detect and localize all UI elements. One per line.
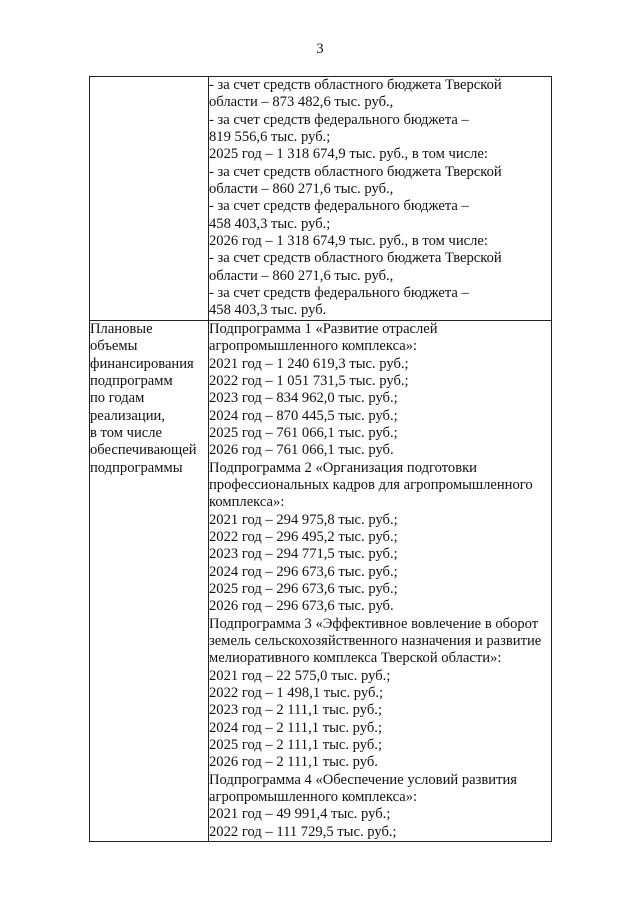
text-line: 2023 год – 2 111,1 тыс. руб.; (209, 702, 382, 719)
text-line: Подпрограмма 4 «Обеспечение условий развития (209, 771, 517, 788)
text-line: 2021 год – 294 975,8 тыс. руб.; (209, 511, 398, 528)
text-line: 819 556,6 тыс. руб.; (209, 129, 331, 146)
label-line: финансирования (90, 355, 194, 372)
text-line: 2022 год – 111 729,5 тыс. руб.; (209, 823, 397, 840)
row-label-cell (90, 77, 209, 321)
text-line: земель сельскохозяйственного назначения и развитие (209, 633, 542, 649)
row-label-cell (90, 320, 209, 841)
text-line: 2026 год – 296 673,6 тыс. руб. (209, 598, 394, 615)
label-line: по годам (90, 390, 145, 407)
text-line: 2025 год – 2 111,1 тыс. руб.; (209, 737, 382, 754)
row-content-cell (209, 77, 552, 321)
label-line: подпрограмм (90, 372, 173, 389)
text-line: Подпрограмма 2 «Организация подготовки (209, 459, 477, 476)
text-line: 2021 год – 49 991,4 тыс. руб.; (209, 806, 391, 823)
text-line: 2022 год – 1 051 731,5 тыс. руб.; (209, 372, 409, 389)
label-line: объемы (90, 338, 138, 355)
text-line: 2026 год – 2 111,1 тыс. руб. (209, 754, 378, 771)
text-line: области – 873 482,6 тыс. руб., (209, 94, 394, 111)
text-line: - за счет средств федерального бюджета – (209, 198, 469, 215)
text-line: 458 403,3 тыс. руб.; (209, 215, 331, 232)
text-line: 2025 год – 1 318 674,9 тыс. руб., в том числе: (209, 146, 488, 163)
text-line: 2021 год – 22 575,0 тыс. руб.; (209, 667, 391, 684)
text-line: 458 403,3 тыс. руб. (209, 302, 327, 319)
page-number: 3 (316, 41, 324, 57)
text-line: 2022 год – 1 498,1 тыс. руб.; (209, 685, 384, 702)
text-line: - за счет средств областного бюджета Тверской (209, 163, 502, 180)
text-line: 2023 год – 294 771,5 тыс. руб.; (209, 546, 398, 563)
table-row (90, 77, 552, 321)
text-line: 2025 год – 761 066,1 тыс. руб.; (209, 424, 398, 441)
text-line: Подпрограмма 3 «Эффективное вовлечение в оборот (209, 615, 539, 632)
row-content-cell (209, 320, 552, 841)
text-line: агропромышленного комплекса»: (209, 338, 418, 355)
text-line: области – 860 271,6 тыс. руб., (209, 267, 394, 284)
label-line: Плановые (90, 320, 153, 337)
label-line: обеспечивающей (90, 442, 197, 459)
text-line: 2025 год – 296 673,6 тыс. руб.; (209, 580, 398, 597)
text-line: комплекса»: (209, 494, 285, 511)
label-line: реализации, (90, 407, 165, 424)
text-line: - за счет средств федерального бюджета – (209, 111, 469, 128)
text-line: 2026 год – 761 066,1 тыс. руб. (209, 442, 394, 459)
text-line: 2024 год – 2 111,1 тыс. руб.; (209, 719, 382, 736)
text-line: - за счет средств федерального бюджета – (209, 285, 469, 302)
text-line: 2024 год – 870 445,5 тыс. руб.; (209, 407, 398, 424)
text-line: 2021 год – 1 240 619,3 тыс. руб.; (209, 355, 409, 372)
label-line: в том числе (90, 424, 163, 441)
text-line: - за счет средств областного бюджета Тверской (209, 250, 502, 267)
text-line: 2023 год – 834 962,0 тыс. руб.; (209, 390, 398, 407)
text-line: Подпрограмма 1 «Развитие отраслей (209, 320, 438, 337)
text-line: профессиональных кадров для агропромышленного (209, 476, 533, 493)
text-line: области – 860 271,6 тыс. руб., (209, 181, 394, 198)
text-line: мелиоративного комплекса Тверской области»: (209, 650, 502, 667)
text-line: 2022 год – 296 495,2 тыс. руб.; (209, 528, 398, 545)
label-line: подпрограммы (90, 459, 183, 476)
financing-table (89, 76, 552, 842)
text-line: агропромышленного комплекса»: (209, 789, 418, 806)
text-line: - за счет средств областного бюджета Тверской (209, 77, 502, 93)
text-line: 2024 год – 296 673,6 тыс. руб.; (209, 563, 398, 580)
table-row (90, 320, 552, 841)
text-line: 2026 год – 1 318 674,9 тыс. руб., в том числе: (209, 233, 488, 250)
